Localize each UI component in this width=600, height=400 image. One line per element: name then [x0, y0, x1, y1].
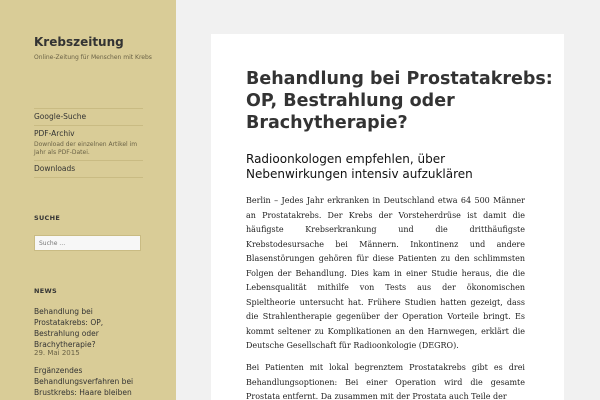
- news-item-link[interactable]: Ergänzendes Behandlungsverfahren bei Brustkrebs: Haare bleiben: [34, 366, 134, 397]
- news-item-link[interactable]: Behandlung bei Prostatakrebs: OP, Bestrahlung oder Brachytherapie?: [34, 307, 104, 349]
- menu-divider: [34, 177, 143, 178]
- article-paragraph: Bei Patienten mit lokal begrenztem Prostatakrebs gibt es drei Behandlungsoptionen: Bei einer Operation wird die gesamte Prostata entfernt. Da zusammen mit der Prostata auch Teile der: [246, 363, 525, 400]
- article-title: Behandlung bei Prostatakrebs: OP, Bestrahlung oder Brachytherapie?: [246, 69, 553, 133]
- sidebar: [0, 0, 176, 400]
- news-widget-title: NEWS: [34, 287, 57, 295]
- menu-item-google-suche[interactable]: Google-Suche: [34, 112, 87, 121]
- article-subtitle: Radioonkologen empfehlen, über Nebenwirkungen intensiv aufzuklären: [246, 152, 473, 181]
- news-item-date: 29. Mai 2015: [34, 349, 80, 357]
- menu-item-pdf-archiv[interactable]: PDF-Archiv: [34, 129, 75, 138]
- article-paragraph: Berlin – Jedes Jahr erkranken in Deutschland etwa 64 500 Männer an Prostatakrebs. Der Krebs der Vorsteherdrüse ist damit die häufigste Krebserkrankung und die dritthäufigste Krebstodesursache bei Männern. Inkontinenz und andere Blasenstörungen gehören für diese Patienten zu den schlimmsten Folgen der Behandlung. Dies kam in einer Studie heraus, die die Lebensqualität mithilfe von Tests aus der ökonomischen Spieltheorie untersucht hat. Frühere Studien hatten gezeigt, dass die Strahlentherapie gegenüber der Operation Vorteile bringt. Es kommt seltener zu Komplikationen an den Harnwegen, erklärt die Deutsche Gesellschaft für Radioonkologie (DEGRO).: [246, 196, 525, 350]
- search-widget-title: SUCHE: [34, 214, 61, 222]
- menu-divider: [34, 160, 143, 161]
- menu-item-description: Download der einzelnen Artikel im Jahr als PDF-Datei.: [34, 141, 138, 156]
- article-card: [211, 34, 564, 400]
- search-input[interactable]: [34, 235, 141, 251]
- menu-divider: [34, 125, 143, 126]
- menu-divider: [34, 108, 143, 109]
- site-description: Online-Zeitung für Menschen mit Krebs: [34, 54, 152, 61]
- site-title[interactable]: Krebszeitung: [34, 35, 124, 49]
- menu-item-downloads[interactable]: Downloads: [34, 164, 76, 173]
